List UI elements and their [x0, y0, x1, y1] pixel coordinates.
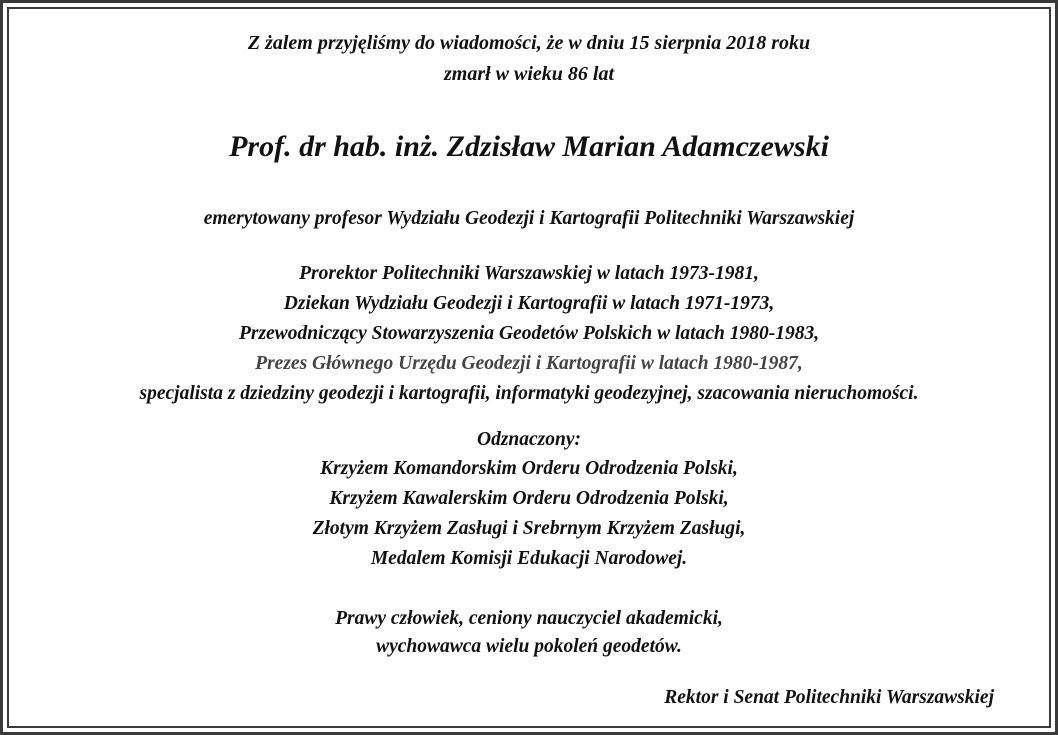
intro-line-1: Z żalem przyjęliśmy do wiadomości, że w dniu 15 sierpnia 2018 roku: [247, 32, 811, 54]
award-line: Krzyżem Komandorskim Orderu Odrodzenia Polski,: [320, 458, 738, 479]
awards-heading: Odznaczony:: [476, 429, 581, 450]
role-line: Prezes Głównego Urzędu Geodezji i Kartografii w latach 1980-1987,: [255, 353, 803, 374]
award-line: Złotym Krzyżem Zasługi i Srebrnym Krzyżem Zasługi,: [312, 518, 746, 539]
role-line: Prorektor Politechniki Warszawskiej w latach 1973-1981,: [299, 263, 759, 284]
role-line: Dziekan Wydziału Geodezji i Kartografii w latach 1971-1973,: [283, 293, 775, 314]
intro-line-2: zmarł w wieku 86 lat: [443, 63, 615, 85]
award-line: Medalem Komisji Edukacji Narodowej.: [370, 548, 688, 569]
tribute-line-1: Prawy człowiek, ceniony nauczyciel akademicki,: [335, 608, 723, 629]
role-line: specjalista z dziedziny geodezji i kartografii, informatyki geodezyjnej, szacowania nieruchomości.: [139, 383, 919, 404]
tribute-line-2: wychowawca wielu pokoleń geodetów.: [376, 636, 682, 657]
deceased-name: Prof. dr hab. inż. Zdzisław Marian Adamczewski: [229, 130, 829, 163]
signature: Rektor i Senat Politechniki Warszawskiej: [664, 687, 994, 708]
award-line: Krzyżem Kawalerskim Orderu Odrodzenia Polski,: [329, 488, 729, 509]
role-line: Przewodniczący Stowarzyszenia Geodetów Polskich w latach 1980-1983,: [238, 323, 820, 344]
position-line: emerytowany profesor Wydziału Geodezji i Kartografii Politechniki Warszawskiej: [203, 208, 855, 229]
